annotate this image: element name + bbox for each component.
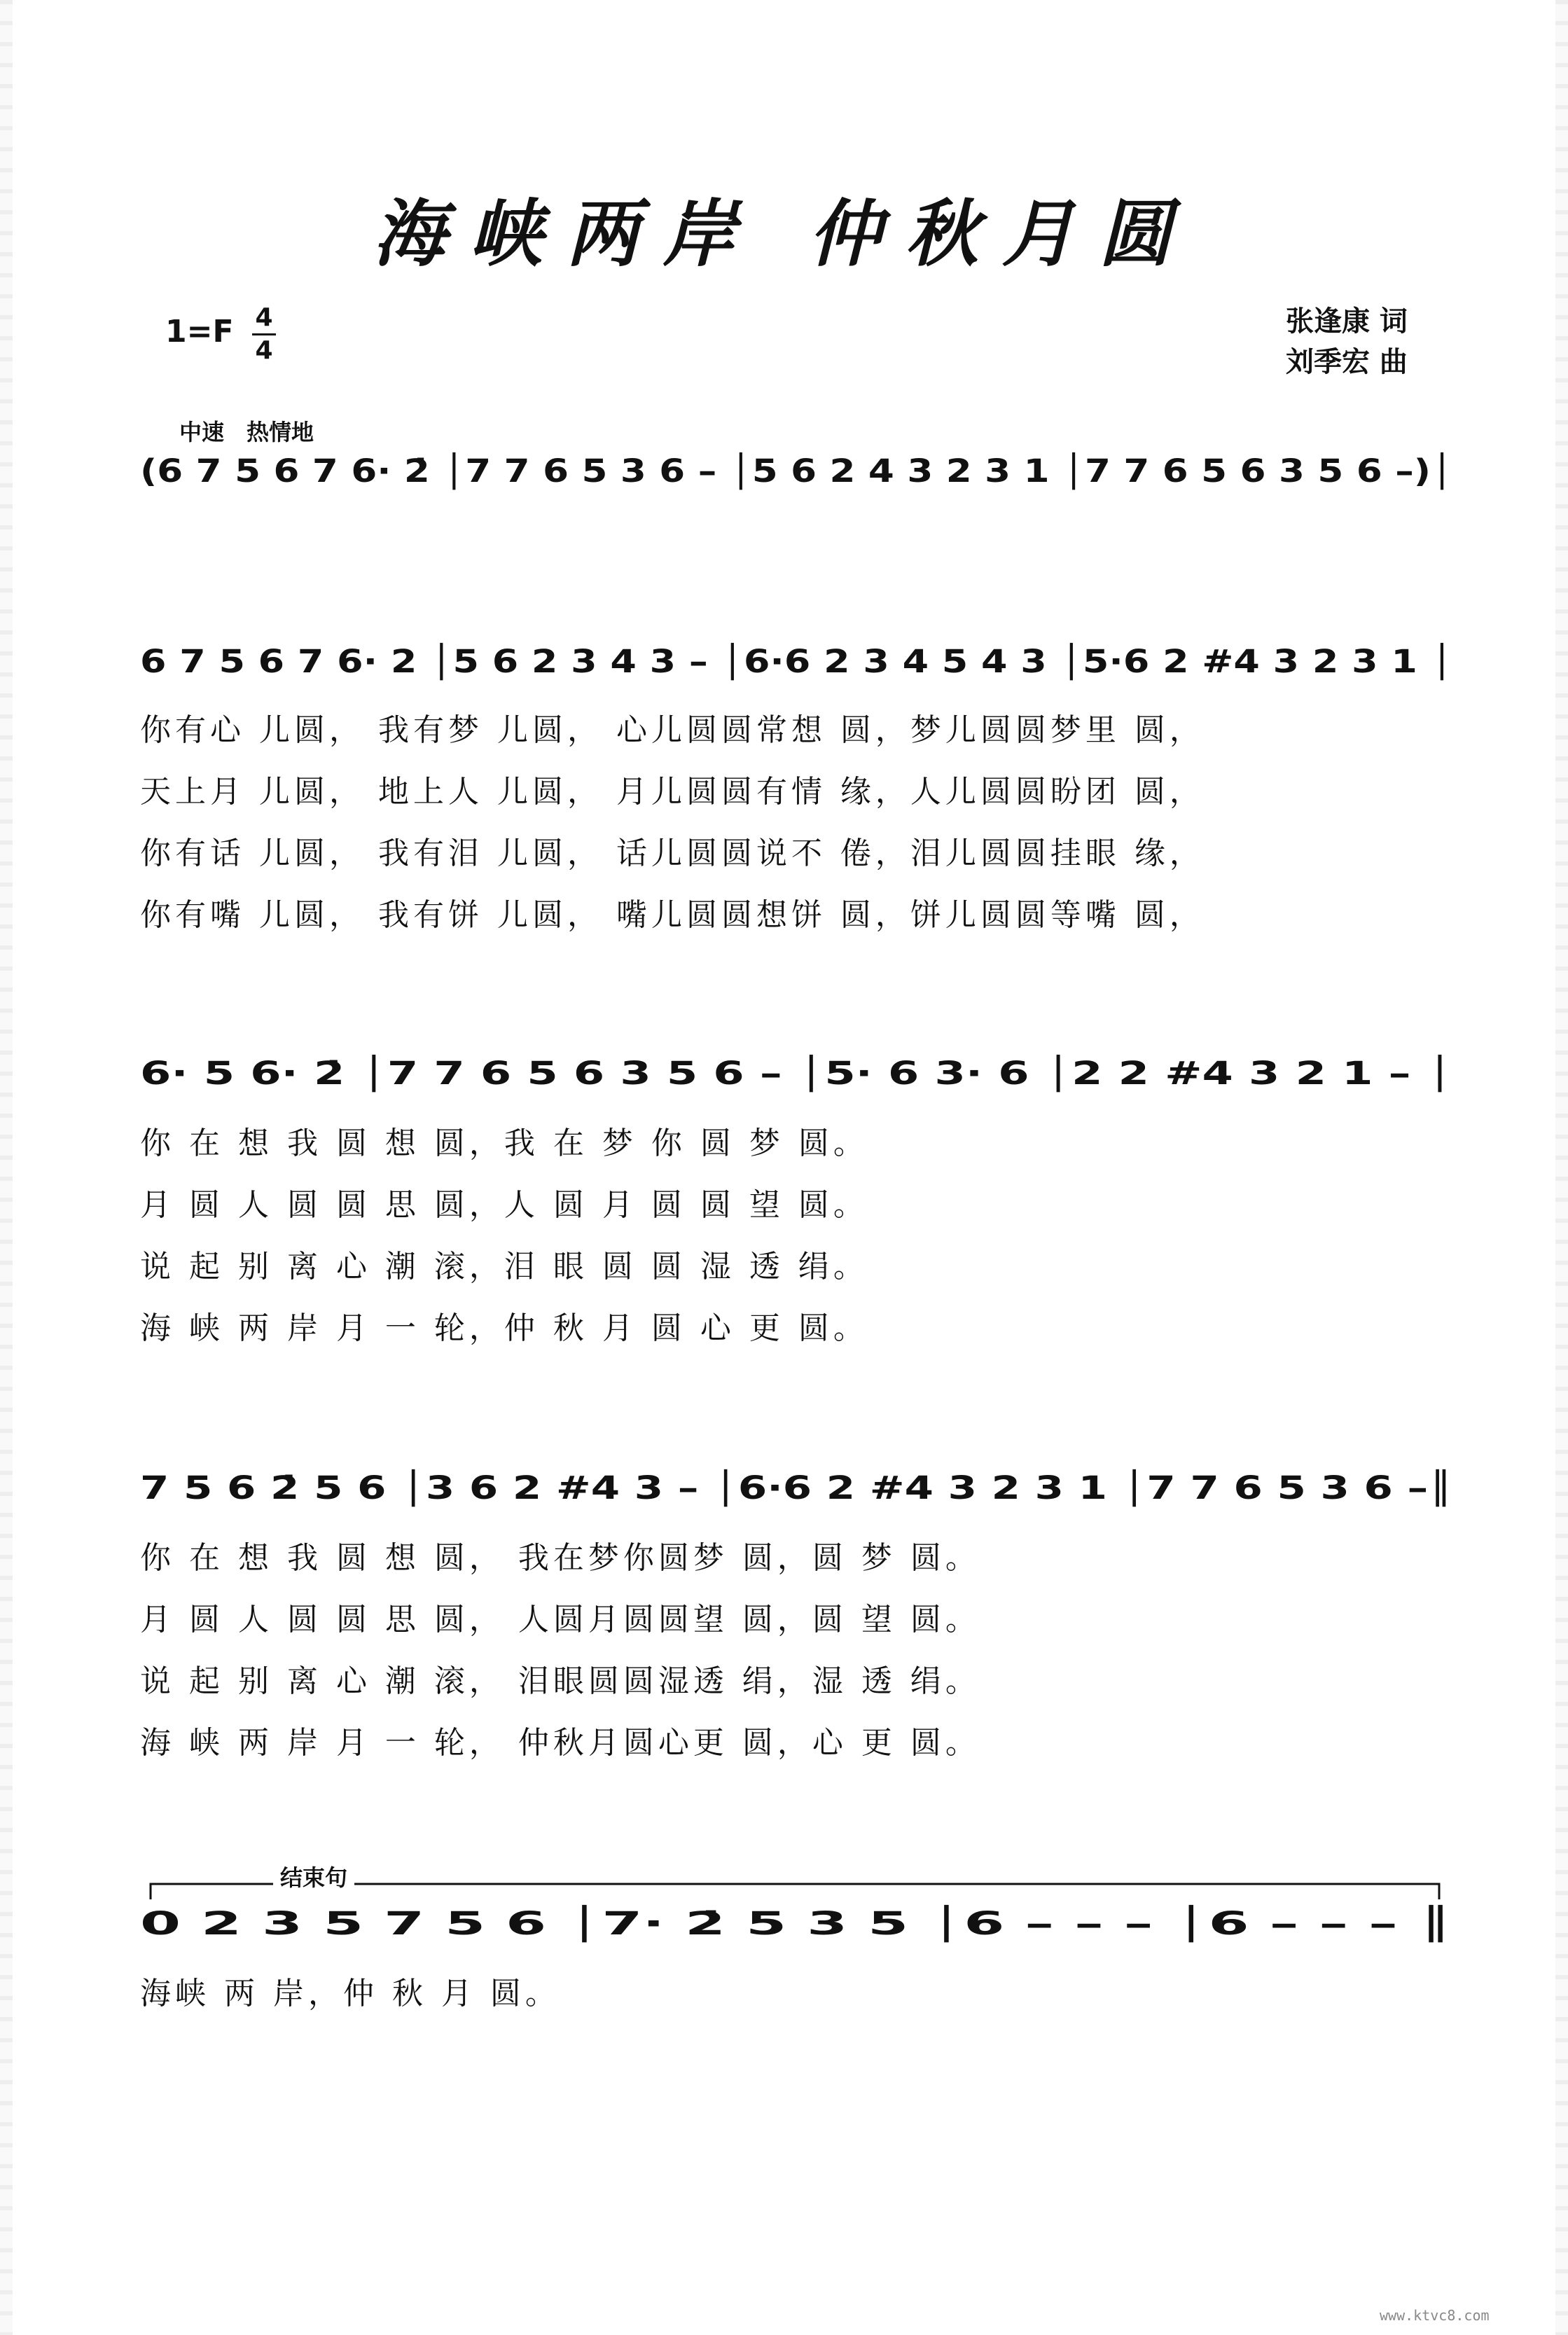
- lyric-line: 海 峡 两 岸 月 一 轮，仲 秋 月 圆 心 更 圆。: [140, 1310, 868, 1346]
- notation-system-5: [140, 1904, 1453, 1943]
- time-signature-top: 4: [255, 303, 273, 332]
- lyric-line: 月 圆 人 圆 圆 思 圆，人 圆 月 圆 圆 望 圆。: [140, 1187, 868, 1223]
- lyric-line: 说 起 别 离 心 潮 滚，泪 眼 圆 圆 湿 透 绢。: [140, 1249, 868, 1284]
- lyric-line: 你有嘴 儿圆， 我有饼 儿圆， 嘴儿圆圆想饼 圆，饼儿圆圆等嘴 圆，: [140, 897, 1205, 933]
- notation-system-2: [140, 642, 1453, 681]
- tempo-marking: 中速 热情地: [179, 419, 314, 445]
- ending-label: 结束句: [273, 1860, 354, 1892]
- lyric-line: 你有话 儿圆， 我有泪 儿圆， 话儿圆圆说不 倦，泪儿圆圆挂眼 缘，: [140, 836, 1205, 871]
- lyric-line: 海 峡 两 岸 月 一 轮， 仲秋月圆心更 圆，心 更 圆。: [140, 1725, 980, 1761]
- lyric-line: 你 在 想 我 圆 想 圆， 我在梦你圆梦 圆，圆 梦 圆。: [140, 1540, 980, 1576]
- song-title: 海峡两岸 仲秋月圆: [373, 190, 1195, 277]
- lyric-line: 你有心 儿圆， 我有梦 儿圆， 心儿圆圆常想 圆，梦儿圆圆梦里 圆，: [140, 712, 1205, 748]
- notation-line: 6 7 5 6 7 6· 2 │5 6 2 3 4 3 – │6·6 2 3 4 5 4 3 │5·6 2 #4 3 2 3 1 │: [140, 643, 1237, 680]
- key-signature: 1=F: [165, 314, 234, 349]
- notation-line: 6· 5 6· 2̇ │7 7 6 5 6 3 5 6 – │5· 6 3· 6 │2 2 #4 3 2 1 – │: [140, 1055, 1068, 1092]
- time-signature-bottom: 4: [255, 336, 273, 365]
- notation-line: 0 2 3 5 7 5 6 │7· 2̇ 5 3 5 │6 – – – │6 – – – ║: [140, 1905, 849, 1942]
- notation-system-4: [140, 1469, 1453, 1507]
- lyric-line: 说 起 别 离 心 潮 滚， 泪眼圆圆湿透 绢，湿 透 绢。: [140, 1663, 980, 1699]
- notation-line: 7 5 6 2̇ 5 6 │3 6 2 #4 3 – │6·6 2 #4 3 2 3 1 │7 7 6 5 3 6 –║: [140, 1469, 1135, 1506]
- lyric-line: 你 在 想 我 圆 想 圆，我 在 梦 你 圆 梦 圆。: [140, 1125, 868, 1161]
- site-watermark: www.ktvc8.com: [1380, 2307, 1490, 2324]
- notation-system-1: [140, 452, 1453, 490]
- lyric-line: 天上月 儿圆， 地上人 儿圆， 月儿圆圆有情 缘，人儿圆圆盼团 圆，: [140, 774, 1205, 810]
- lyricist-credit: 张逢康 词: [1286, 305, 1408, 338]
- composer-credit: 刘季宏 曲: [1286, 346, 1408, 378]
- lyric-line: 海峡 两 岸，仲 秋 月 圆。: [140, 1976, 560, 2011]
- notation-system-3: [140, 1054, 1453, 1093]
- notation-line: (6 7 5 6 7 6· 2̇ │7 7 6 5 3 6 – │5 6 2 4 3 2 3 1 │7 7 6 5 6 3 5 6 –)│: [140, 452, 1254, 490]
- lyric-line: 月 圆 人 圆 圆 思 圆， 人圆月圆圆望 圆，圆 望 圆。: [140, 1602, 980, 1637]
